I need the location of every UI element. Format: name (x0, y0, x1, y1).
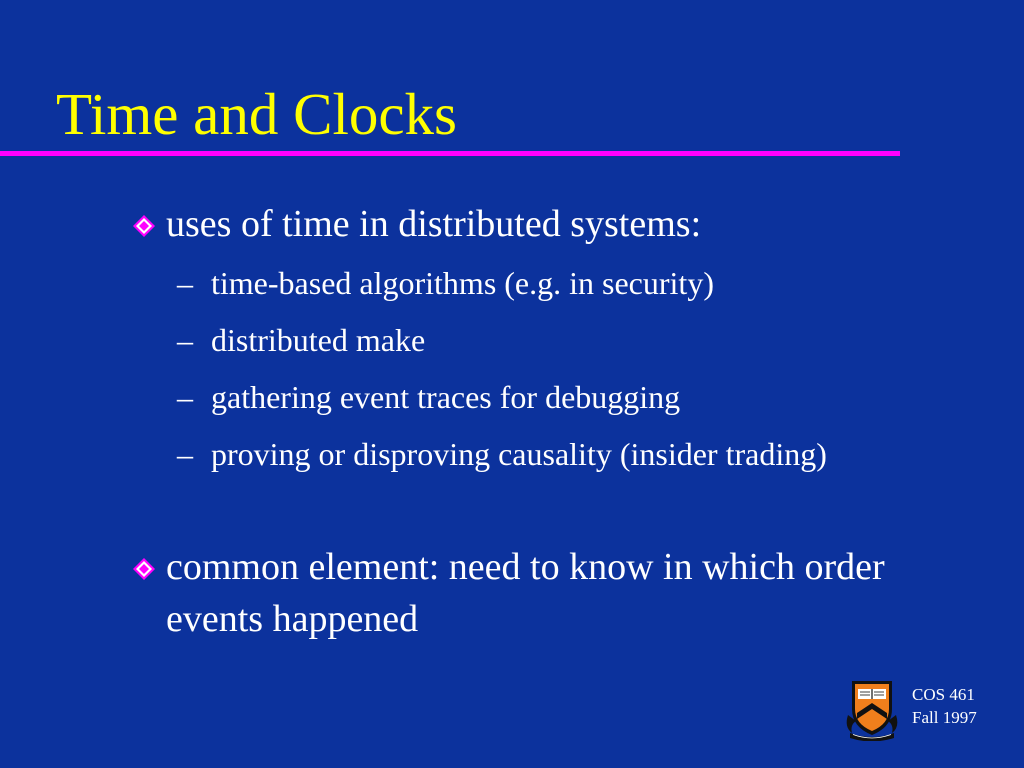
sub-bullet-text: proving or disproving causality (insider trading) (211, 436, 827, 472)
sub-bullet-text: gathering event traces for debugging (211, 379, 681, 415)
dash-marker: – (177, 379, 193, 415)
princeton-shield-icon (844, 675, 900, 741)
bullet-item (130, 541, 970, 645)
bullet-text: uses of time in distributed systems: (166, 203, 702, 245)
title-underline (0, 151, 900, 156)
dash-marker: – (177, 436, 193, 472)
sub-bullet-item (177, 376, 877, 419)
sub-bullet-item (177, 433, 877, 476)
dash-marker: – (177, 322, 193, 358)
sub-bullet-list (177, 262, 877, 490)
course-label: COS 461 (912, 685, 975, 704)
term-label: Fall 1997 (912, 708, 977, 727)
sub-bullet-text: time-based algorithms (e.g. in security) (211, 265, 714, 301)
bullet-text: common element: need to know in which order events happened (166, 546, 885, 640)
slide-footer (912, 683, 977, 729)
sub-bullet-text: distributed make (211, 322, 426, 358)
diamond-bullet-icon (130, 541, 160, 593)
dash-marker: – (177, 265, 193, 301)
diamond-bullet-icon (130, 198, 160, 250)
bullet-item (130, 198, 970, 250)
slide-title: Time and Clocks (56, 81, 458, 147)
sub-bullet-item (177, 262, 877, 305)
sub-bullet-item (177, 319, 877, 362)
